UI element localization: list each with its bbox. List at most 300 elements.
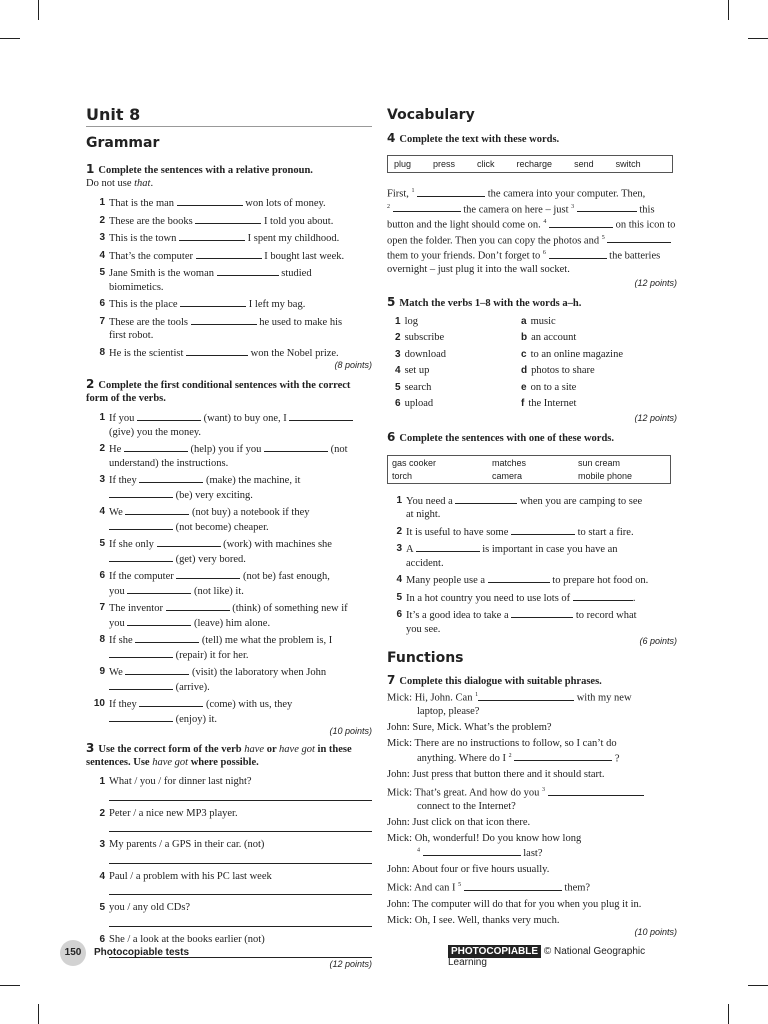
word-option: camera	[492, 470, 523, 481]
item-letter: e	[521, 381, 527, 393]
answer-blank[interactable]	[478, 691, 574, 701]
item-text: In a hot country you need to use lots of	[406, 592, 571, 604]
paragraph-text: the batteries overnight – just plug it into the wall socket.	[387, 250, 661, 275]
item-number: 6	[99, 298, 105, 309]
answer-blank[interactable]	[217, 266, 279, 276]
item-number: 4	[395, 365, 401, 376]
list-item	[92, 473, 372, 502]
item-number: 1	[99, 776, 105, 787]
item-text: (visit) the laboratory when John	[191, 667, 327, 678]
item-text: (not	[330, 444, 348, 455]
item-number: 2	[99, 214, 105, 226]
item-text: .	[632, 592, 636, 604]
dialogue-text: Mick: And can I	[387, 882, 456, 894]
paragraph-text: this button and the light should come on.	[387, 204, 655, 231]
item-text: This is the town	[109, 233, 177, 244]
answer-blank[interactable]	[549, 218, 613, 228]
word-option: torch	[392, 470, 413, 481]
answer-blank[interactable]	[511, 525, 575, 535]
exercise-number: 7	[387, 673, 396, 687]
list-item	[92, 870, 372, 884]
dialogue-text: connect to the Internet?	[417, 800, 516, 812]
item-text: (arrive).	[175, 681, 210, 693]
matching-list	[387, 314, 677, 413]
item-number: 3	[99, 232, 105, 243]
list-item	[92, 346, 372, 361]
exercise-4	[387, 132, 677, 288]
exercise-7	[387, 674, 677, 937]
dialogue-text: Mick: There are no instructions to follow, so I can’t do	[387, 737, 617, 749]
item-text: I bought last week.	[264, 250, 345, 262]
item-text: to an online magazine	[530, 348, 623, 360]
word-option: mobile phone	[578, 470, 633, 481]
gap-fill-paragraph: First, $^1$ the camera into your computer. Then, $^2$ the camera on here – just $^3$ this button and the light should come on. $^4$ on this icon to open the folder. Then you can copy the photos and $^5$ them to your friends. Don’t forget to $^6$ the batteries overnight – just plug it into the wall socket.	[387, 188, 676, 275]
answer-line[interactable]	[109, 830, 372, 832]
left-column	[86, 105, 372, 969]
answer-blank[interactable]	[416, 542, 480, 552]
item-number: 3	[99, 474, 105, 485]
answer-blank[interactable]	[196, 249, 262, 259]
list-item	[92, 442, 372, 470]
item-text: you	[109, 617, 125, 629]
answer-blank[interactable]	[166, 601, 230, 611]
answer-blank[interactable]	[177, 196, 243, 206]
unit-title: Unit 8	[86, 105, 372, 127]
item-text: is important in case you have an	[482, 544, 618, 555]
gap-number: 1	[475, 692, 479, 698]
item-text: This is the place	[109, 299, 178, 310]
item-text: you	[109, 585, 125, 597]
item-text: won lots of money.	[245, 198, 326, 209]
answer-blank[interactable]	[464, 881, 562, 891]
points-label: (6 points)	[639, 636, 677, 646]
dialogue-line	[387, 863, 677, 876]
exercise-number: 5	[387, 294, 396, 309]
word-option: click	[477, 159, 495, 169]
item-text: (make) the machine, it	[205, 475, 301, 486]
gap-number: 3	[541, 787, 545, 793]
answer-blank[interactable]	[109, 680, 173, 690]
crop-mark	[0, 38, 20, 39]
dialogue-line	[387, 721, 677, 734]
answer-blank[interactable]	[179, 231, 245, 241]
word-option: sun cream	[578, 457, 621, 468]
points-label: (10 points)	[634, 926, 677, 937]
item-text: If they	[109, 699, 137, 710]
list-item	[92, 633, 372, 662]
item-text: photos to share	[531, 365, 595, 376]
answer-blank[interactable]	[511, 608, 573, 618]
exercise-6-instruction	[387, 431, 677, 445]
item-text: (enjoy) it.	[175, 713, 218, 725]
answer-blank[interactable]	[180, 297, 246, 307]
vocabulary-title: Vocabulary	[387, 107, 475, 123]
item-text: (leave) him alone.	[194, 617, 271, 629]
item-text: (come) with us, they	[205, 699, 293, 710]
dialogue-text: ?	[614, 753, 620, 764]
item-number: 5	[396, 591, 402, 603]
word-option: gas cooker	[392, 457, 437, 468]
item-text: I left my bag.	[248, 299, 306, 310]
answer-blank[interactable]	[125, 665, 189, 675]
word-option: recharge	[516, 159, 553, 169]
exercise-number: 6	[387, 429, 396, 444]
paragraph-text: the camera on here – just	[463, 204, 569, 215]
item-text: an account	[531, 332, 577, 343]
item-number: 1	[396, 494, 402, 506]
paragraph-text: on this icon to open the folder. Then you can copy the photos and	[387, 219, 676, 246]
instruction-text: Do not use	[86, 178, 132, 189]
word-box	[387, 155, 673, 173]
answer-blank[interactable]	[577, 202, 637, 212]
item-text: you / any old CDs?	[109, 902, 191, 913]
list-item	[92, 697, 372, 726]
match-right-item	[521, 347, 671, 364]
item-number: 5	[99, 267, 105, 278]
answer-blank[interactable]	[393, 202, 461, 212]
photocopiable-tag: PHOTOCOPIABLE	[448, 945, 541, 958]
dialogue-line	[387, 879, 677, 895]
answer-blank[interactable]	[137, 411, 201, 421]
list-item	[92, 537, 372, 566]
answer-blank[interactable]	[289, 411, 353, 421]
answer-blank[interactable]	[514, 751, 612, 761]
exercise-6	[387, 431, 677, 647]
instruction-italic: have	[244, 744, 265, 755]
word-option: send	[574, 159, 594, 169]
word-option: matches	[492, 457, 527, 468]
answer-blank[interactable]	[125, 505, 189, 515]
answer-blank[interactable]	[124, 442, 188, 452]
exercise-3	[86, 742, 372, 969]
list-item	[92, 901, 372, 915]
dialogue-line	[387, 832, 677, 861]
crop-mark	[0, 985, 20, 986]
exercise-2	[86, 378, 372, 736]
page-footer	[60, 940, 680, 966]
item-text: (not like) it.	[194, 585, 244, 597]
answer-blank[interactable]	[548, 786, 644, 796]
item-text: at night.	[406, 509, 441, 520]
item-text: If you	[109, 413, 135, 424]
item-number: 1	[99, 197, 105, 208]
answer-blank[interactable]	[176, 569, 240, 579]
dialogue-line	[387, 816, 677, 829]
item-text: upload	[404, 398, 434, 409]
match-right-item	[521, 330, 671, 347]
functions-title: Functions	[387, 650, 464, 666]
answer-line[interactable]	[109, 862, 372, 864]
item-number: 3	[396, 543, 402, 554]
list-item	[92, 266, 372, 294]
exercise-5	[387, 296, 677, 423]
answer-blank[interactable]	[423, 846, 521, 856]
item-text: It is useful to have some	[406, 526, 509, 538]
answer-blank[interactable]	[109, 552, 173, 562]
dialogue-text: Mick: Hi, John. Can	[387, 692, 473, 704]
answer-line[interactable]	[109, 799, 372, 801]
points-label: (12 points)	[329, 959, 372, 969]
item-text: I spent my childhood.	[247, 233, 340, 244]
instruction-text: Match the verbs 1–8 with the words a–h.	[399, 297, 582, 309]
instruction-italic: have got	[279, 744, 315, 755]
item-text: the Internet	[528, 398, 577, 409]
word-option: press	[433, 159, 456, 169]
item-number: 9	[99, 666, 105, 677]
points-label: (12 points)	[634, 412, 677, 423]
item-text: I told you about.	[263, 215, 334, 227]
answer-blank[interactable]	[157, 537, 221, 547]
match-left-item	[395, 380, 521, 397]
item-text: (be) very exciting.	[175, 489, 253, 501]
item-text: Jane Smith is the woman	[109, 268, 214, 279]
item-text: subscribe	[404, 332, 445, 343]
dialogue-line	[387, 768, 677, 781]
item-text: What / you / for dinner last night?	[109, 776, 252, 787]
dialogue-text: them?	[564, 882, 591, 894]
list-item	[389, 525, 677, 540]
exercise-number: 3	[86, 741, 95, 755]
item-text: won the Nobel prize.	[250, 347, 339, 359]
item-text: (not be) fast enough,	[242, 571, 330, 582]
crop-mark	[728, 1004, 729, 1024]
grammar-title: Grammar	[86, 135, 160, 151]
item-text: That is the man	[109, 198, 175, 209]
item-text: log	[404, 315, 418, 327]
answer-blank[interactable]	[186, 346, 248, 356]
answer-blank[interactable]	[109, 520, 173, 530]
item-number: 6	[99, 570, 105, 581]
list-item	[389, 573, 677, 588]
dialogue-text: last?	[523, 848, 543, 859]
dialogue-text: John: Just click on that icon there.	[387, 816, 531, 828]
item-text: (get) very bored.	[175, 553, 246, 565]
item-text: on to a site	[530, 381, 577, 393]
item-text: (think) of something new if	[232, 603, 348, 614]
dialogue-line	[387, 898, 677, 911]
list-item	[92, 297, 372, 312]
item-number: 2	[99, 807, 105, 819]
list-item	[92, 214, 372, 229]
exercise-7-instruction	[387, 674, 677, 688]
points-label: (8 points)	[334, 360, 372, 370]
item-text: (work) with machines she	[223, 539, 332, 550]
item-text: If she only	[109, 539, 154, 550]
answer-blank[interactable]	[109, 648, 173, 658]
item-number: 3	[99, 839, 105, 850]
item-number: 4	[99, 249, 105, 261]
item-text: These are the tools	[109, 316, 189, 328]
list-item	[389, 542, 677, 570]
answer-blank[interactable]	[417, 187, 485, 197]
item-number: 3	[395, 348, 401, 360]
item-letter: d	[521, 365, 528, 376]
crop-mark	[748, 985, 768, 986]
crop-mark	[38, 0, 39, 20]
gap-number: 4	[417, 847, 420, 854]
exercise-4-instruction	[387, 132, 677, 146]
answer-blank[interactable]	[573, 591, 633, 601]
match-right-item	[521, 314, 671, 331]
instruction-text: .	[150, 178, 154, 189]
list-item	[92, 665, 372, 694]
answer-blank[interactable]	[455, 494, 517, 504]
item-number: 5	[395, 381, 401, 393]
instruction-text: Complete the text with these words.	[399, 134, 560, 145]
crop-mark	[728, 0, 729, 20]
list-item	[92, 249, 372, 264]
item-text: to record what	[575, 610, 637, 621]
exercise-3-instruction	[86, 742, 372, 769]
answer-blank[interactable]	[195, 214, 261, 224]
item-text: (not buy) a notebook if they	[191, 507, 310, 518]
item-number: 6	[99, 933, 105, 945]
answer-blank[interactable]	[264, 442, 328, 452]
item-number: 8	[99, 346, 105, 358]
copyright-text: © National Geographic Learning	[448, 946, 646, 968]
instruction-text: in these sentences. Use	[86, 744, 352, 768]
item-text: (help) you if you	[190, 444, 262, 455]
instruction-text: Complete the sentences with one of these words.	[399, 432, 614, 444]
item-text: That’s the computer	[109, 250, 193, 262]
exercise-2-instruction	[86, 378, 372, 405]
item-text: The inventor	[109, 603, 163, 614]
instruction-text: Complete the sentences with a relative pronoun.	[98, 165, 313, 176]
item-text: If they	[109, 475, 137, 486]
match-left-item	[395, 363, 521, 380]
dialogue-line	[387, 689, 677, 718]
answer-blank[interactable]	[549, 249, 607, 259]
list-item	[389, 494, 677, 522]
answer-blank[interactable]	[607, 233, 671, 243]
points-label: (12 points)	[634, 277, 677, 288]
item-text: We	[109, 667, 123, 678]
item-number: 5	[99, 902, 105, 913]
exercise-5-instruction	[387, 296, 677, 310]
dialogue-line	[387, 784, 677, 813]
word-option: switch	[615, 159, 641, 169]
right-column	[387, 105, 677, 937]
dialogue-text: Mick: Oh, wonderful! Do you know how long	[387, 832, 582, 844]
exercise-number: 1	[86, 162, 95, 176]
dialogue-text: John: Just press that button there and it should start.	[387, 769, 605, 780]
answer-blank[interactable]	[139, 473, 203, 483]
item-number: 6	[395, 398, 401, 409]
list-item	[92, 231, 372, 246]
item-text: (want) to buy one, I	[203, 413, 287, 424]
item-text: My parents / a GPS in their car. (not)	[109, 839, 265, 850]
instruction-italic: have got	[152, 757, 189, 768]
item-text: He is the scientist	[109, 347, 184, 359]
item-number: 2	[395, 332, 401, 343]
paragraph-text: First,	[387, 188, 409, 200]
dialogue-text: laptop, please?	[417, 705, 480, 717]
item-text: studied	[281, 268, 312, 279]
list-item	[92, 838, 372, 852]
item-number: 1	[395, 315, 401, 327]
answer-blank[interactable]	[488, 573, 550, 583]
exercise-number: 4	[387, 131, 396, 145]
item-text: music	[530, 315, 556, 327]
item-number: 7	[99, 315, 105, 327]
dialogue-text: Mick: That’s great. And how do you	[387, 787, 540, 799]
crop-mark	[748, 38, 768, 39]
exercise-number: 2	[86, 377, 95, 391]
exercise-1-instruction	[86, 163, 372, 190]
answer-blank[interactable]	[109, 488, 173, 498]
match-left-item	[395, 347, 521, 364]
instruction-text: or	[266, 744, 277, 755]
item-text: If the computer	[109, 571, 174, 582]
list-item	[389, 591, 677, 606]
answer-blank[interactable]	[127, 584, 191, 594]
answer-line[interactable]	[109, 893, 372, 895]
instruction-text: Complete the first conditional sentences with the correct form of the verbs.	[86, 380, 351, 404]
crop-mark	[38, 1004, 39, 1024]
item-text: when you are camping to see	[520, 495, 643, 507]
dialogue-text: John: Sure, Mick. What’s the problem?	[387, 721, 552, 733]
match-left-item	[395, 330, 521, 347]
item-text: If she	[109, 635, 133, 646]
answer-blank[interactable]	[109, 712, 173, 722]
instruction-text: where possible.	[190, 757, 259, 768]
answer-blank[interactable]	[139, 697, 203, 707]
dialogue-text: with my new	[576, 692, 632, 704]
item-letter: b	[521, 332, 528, 343]
item-text: biomimetics.	[109, 281, 164, 293]
item-letter: c	[521, 348, 527, 360]
item-text: search	[404, 381, 432, 393]
item-number: 2	[99, 443, 105, 454]
list-item	[92, 315, 372, 343]
dialogue-text: John: The computer will do that for you when you plug it in.	[387, 898, 642, 910]
item-number: 7	[99, 602, 105, 613]
item-text: You need a	[406, 495, 453, 507]
item-number: 8	[99, 634, 105, 645]
dialogue-line	[387, 914, 677, 927]
word-option: plug	[394, 159, 412, 169]
item-number: 6	[396, 609, 402, 620]
item-text: She / a look at the books earlier (not)	[109, 933, 265, 945]
item-text: to prepare hot food on.	[552, 575, 649, 586]
item-text: It’s a good idea to take a	[406, 610, 509, 621]
answer-line[interactable]	[109, 925, 372, 927]
item-text: Peter / a nice new MP3 player.	[109, 807, 238, 819]
dialogue-text: anything. Where do I	[417, 753, 507, 764]
answer-blank[interactable]	[191, 315, 257, 325]
instruction-italic: that	[134, 178, 151, 189]
item-text: you see.	[406, 623, 441, 635]
match-right-item	[521, 363, 671, 380]
item-number: 2	[396, 525, 402, 537]
answer-blank[interactable]	[127, 616, 191, 626]
match-left-item	[395, 314, 521, 331]
item-text: (give) you the money.	[109, 426, 202, 438]
dialogue-line	[387, 737, 677, 766]
item-text: set up	[404, 365, 430, 376]
item-text: These are the books	[109, 215, 193, 227]
item-text: understand) the instructions.	[109, 457, 229, 469]
item-text: (tell) me what the problem is, I	[201, 635, 333, 646]
list-item	[92, 601, 372, 630]
list-item	[389, 608, 677, 636]
gap-number: 5	[458, 882, 462, 888]
answer-blank[interactable]	[135, 633, 199, 643]
item-letter: a	[521, 315, 527, 327]
match-left-item	[395, 396, 521, 413]
instruction-text: Complete this dialogue with suitable phrases.	[399, 676, 602, 687]
list-item	[92, 775, 372, 789]
